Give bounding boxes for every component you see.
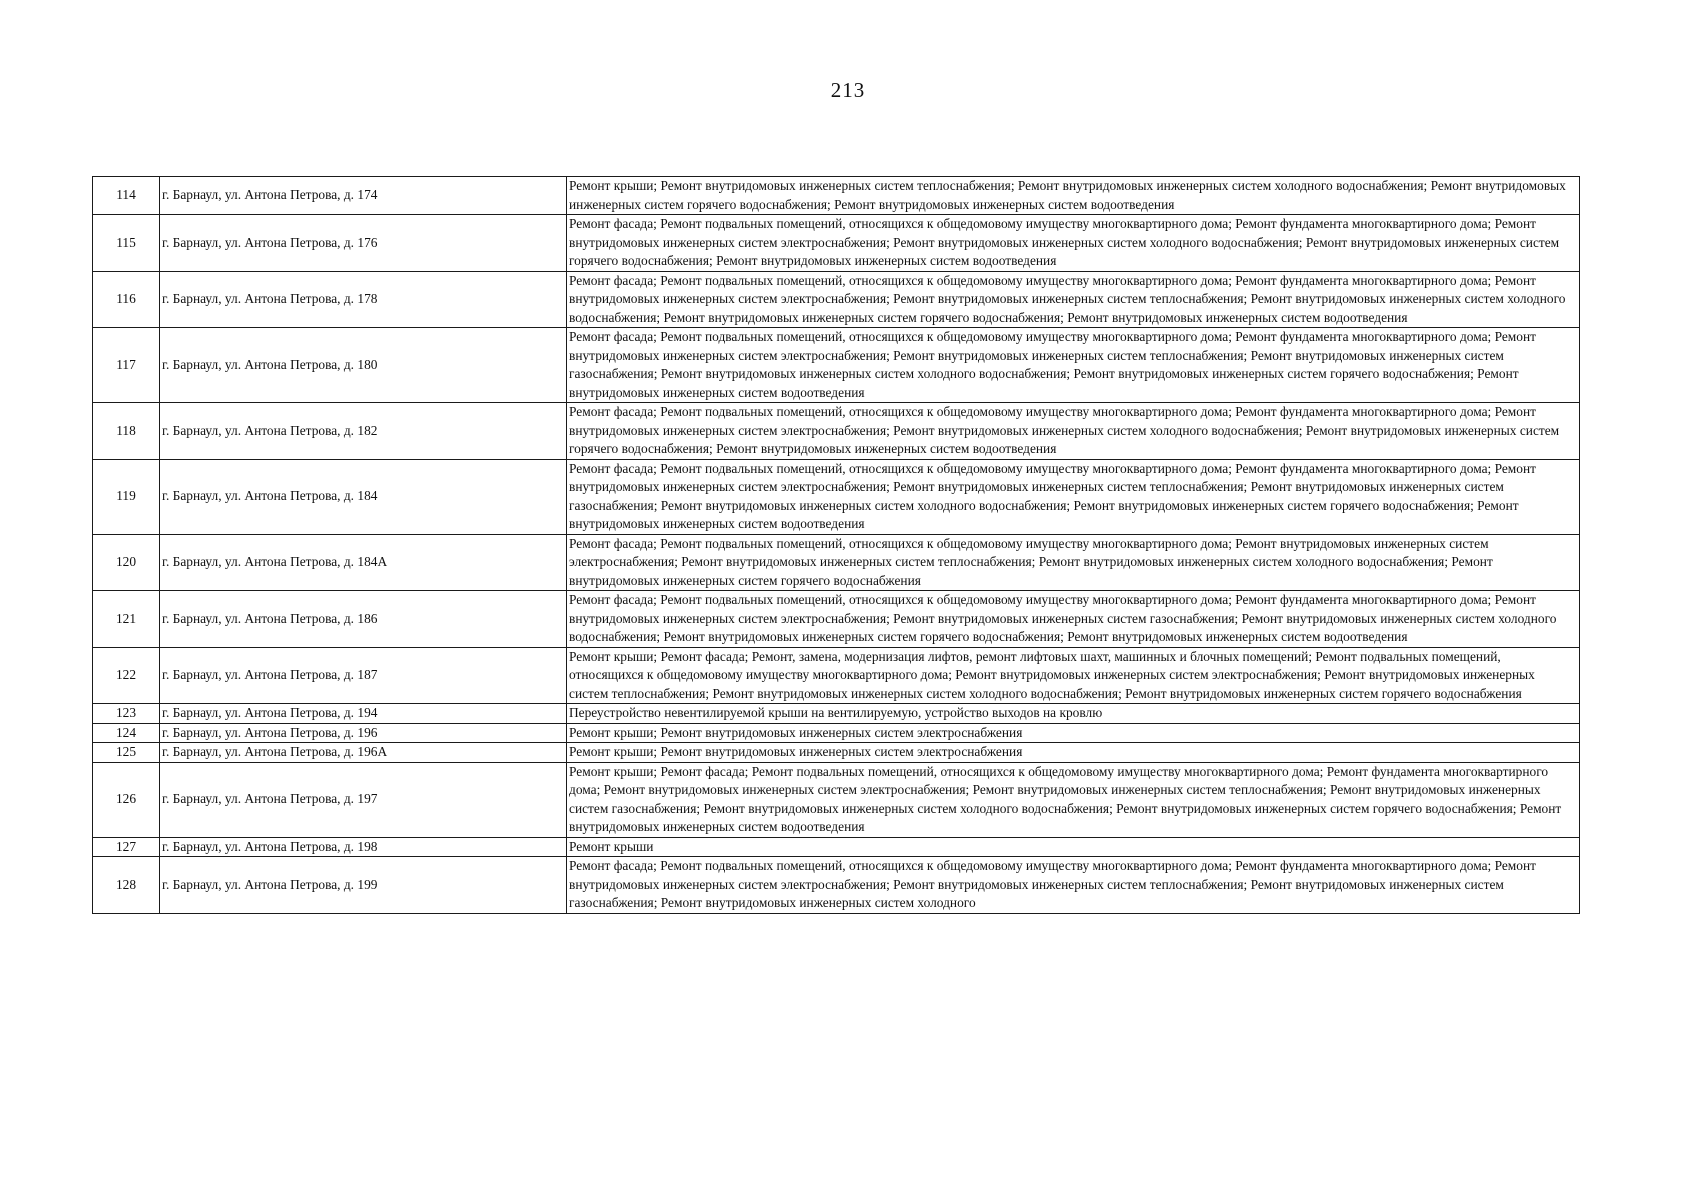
address-cell: г. Барнаул, ул. Антона Петрова, д. 186 — [160, 591, 567, 648]
works-cell: Ремонт фасада; Ремонт подвальных помещений, относящихся к общедомовому имуществу многоквартирного дома; Ремонт фундамента многоквартирного дома; Ремонт внутридомовых инженерных систем электроснабжения; Ремонт внутридомовых инженерных систем теплоснабжения; Ремонт внутридомовых инженерных систем газоснабжения; Ремонт внутридомовых инженерных систем холодного водоснабжения; Ремонт внутридомовых инженерных систем горячего водоснабжения; Ремонт внутридомовых инженерных систем водоотведения — [567, 459, 1580, 534]
table-row — [93, 459, 1580, 534]
row-number: 121 — [93, 591, 160, 648]
repair-works-table — [92, 176, 1580, 914]
table-row — [93, 328, 1580, 403]
row-number: 114 — [93, 177, 160, 215]
works-cell: Ремонт фасада; Ремонт подвальных помещений, относящихся к общедомовому имуществу многоквартирного дома; Ремонт внутридомовых инженерных систем электроснабжения; Ремонт внутридомовых инженерных систем теплоснабжения; Ремонт внутридомовых инженерных систем холодного водоснабжения; Ремонт внутридомовых инженерных систем горячего водоснабжения — [567, 534, 1580, 591]
address-cell: г. Барнаул, ул. Антона Петрова, д. 199 — [160, 857, 567, 914]
address-cell: г. Барнаул, ул. Антона Петрова, д. 196А — [160, 743, 567, 763]
works-cell: Ремонт крыши; Ремонт внутридомовых инженерных систем электроснабжения — [567, 723, 1580, 743]
row-number: 118 — [93, 403, 160, 460]
table-row — [93, 534, 1580, 591]
works-cell: Ремонт крыши; Ремонт фасада; Ремонт подвальных помещений, относящихся к общедомовому имуществу многоквартирного дома; Ремонт фундамента многоквартирного дома; Ремонт внутридомовых инженерных систем электроснабжения; Ремонт внутридомовых инженерных систем теплоснабжения; Ремонт внутридомовых инженерных систем газоснабжения; Ремонт внутридомовых инженерных систем холодного водоснабжения; Ремонт внутридомовых инженерных систем горячего водоснабжения; Ремонт внутридомовых инженерных систем водоотведения — [567, 762, 1580, 837]
table-row — [93, 837, 1580, 857]
works-cell: Ремонт крыши; Ремонт внутридомовых инженерных систем теплоснабжения; Ремонт внутридомовых инженерных систем холодного водоснабжения; Ремонт внутридомовых инженерных систем горячего водоснабжения; Ремонт внутридомовых инженерных систем водоотведения — [567, 177, 1580, 215]
address-cell: г. Барнаул, ул. Антона Петрова, д. 198 — [160, 837, 567, 857]
table-row — [93, 215, 1580, 272]
table-row — [93, 647, 1580, 704]
table-row — [93, 762, 1580, 837]
address-cell: г. Барнаул, ул. Антона Петрова, д. 174 — [160, 177, 567, 215]
address-cell: г. Барнаул, ул. Антона Петрова, д. 194 — [160, 704, 567, 724]
address-cell: г. Барнаул, ул. Антона Петрова, д. 196 — [160, 723, 567, 743]
table-row — [93, 723, 1580, 743]
row-number: 127 — [93, 837, 160, 857]
row-number: 115 — [93, 215, 160, 272]
table-row — [93, 403, 1580, 460]
table-row — [93, 857, 1580, 914]
row-number: 117 — [93, 328, 160, 403]
works-cell: Ремонт крыши; Ремонт фасада; Ремонт, замена, модернизация лифтов, ремонт лифтовых шахт, машинных и блочных помещений; Ремонт подвальных помещений, относящихся к общедомовому имуществу многоквартирного дома; Ремонт внутридомовых инженерных систем электроснабжения; Ремонт внутридомовых инженерных систем теплоснабжения; Ремонт внутридомовых инженерных систем холодного водоснабжения; Ремонт внутридомовых инженерных систем горячего водоснабжения — [567, 647, 1580, 704]
table-row — [93, 271, 1580, 328]
works-cell: Ремонт фасада; Ремонт подвальных помещений, относящихся к общедомовому имуществу многоквартирного дома; Ремонт фундамента многоквартирного дома; Ремонт внутридомовых инженерных систем электроснабжения; Ремонт внутридомовых инженерных систем газоснабжения; Ремонт внутридомовых инженерных систем холодного водоснабжения; Ремонт внутридомовых инженерных систем горячего водоснабжения; Ремонт внутридомовых инженерных систем водоотведения — [567, 591, 1580, 648]
works-cell: Ремонт фасада; Ремонт подвальных помещений, относящихся к общедомовому имуществу многоквартирного дома; Ремонт фундамента многоквартирного дома; Ремонт внутридомовых инженерных систем электроснабжения; Ремонт внутридомовых инженерных систем холодного водоснабжения; Ремонт внутридомовых инженерных систем горячего водоснабжения; Ремонт внутридомовых инженерных систем водоотведения — [567, 215, 1580, 272]
row-number: 116 — [93, 271, 160, 328]
address-cell: г. Барнаул, ул. Антона Петрова, д. 180 — [160, 328, 567, 403]
works-cell: Ремонт фасада; Ремонт подвальных помещений, относящихся к общедомовому имуществу многоквартирного дома; Ремонт фундамента многоквартирного дома; Ремонт внутридомовых инженерных систем электроснабжения; Ремонт внутридомовых инженерных систем теплоснабжения; Ремонт внутридомовых инженерных систем газоснабжения; Ремонт внутридомовых инженерных систем холодного водоснабжения; Ремонт внутридомовых инженерных систем горячего водоснабжения; Ремонт внутридомовых инженерных систем водоотведения — [567, 328, 1580, 403]
table-row — [93, 591, 1580, 648]
address-cell: г. Барнаул, ул. Антона Петрова, д. 182 — [160, 403, 567, 460]
table-row — [93, 177, 1580, 215]
address-cell: г. Барнаул, ул. Антона Петрова, д. 197 — [160, 762, 567, 837]
row-number: 119 — [93, 459, 160, 534]
works-cell: Ремонт крыши — [567, 837, 1580, 857]
works-cell: Ремонт фасада; Ремонт подвальных помещений, относящихся к общедомовому имуществу многоквартирного дома; Ремонт фундамента многоквартирного дома; Ремонт внутридомовых инженерных систем электроснабжения; Ремонт внутридомовых инженерных систем холодного водоснабжения; Ремонт внутридомовых инженерных систем горячего водоснабжения; Ремонт внутридомовых инженерных систем водоотведения — [567, 403, 1580, 460]
row-number: 125 — [93, 743, 160, 763]
row-number: 120 — [93, 534, 160, 591]
address-cell: г. Барнаул, ул. Антона Петрова, д. 187 — [160, 647, 567, 704]
works-cell: Ремонт крыши; Ремонт внутридомовых инженерных систем электроснабжения — [567, 743, 1580, 763]
row-number: 126 — [93, 762, 160, 837]
table-body — [93, 177, 1580, 914]
table-row — [93, 743, 1580, 763]
works-cell: Переустройство невентилируемой крыши на вентилируемую, устройство выходов на кровлю — [567, 704, 1580, 724]
works-cell: Ремонт фасада; Ремонт подвальных помещений, относящихся к общедомовому имуществу многоквартирного дома; Ремонт фундамента многоквартирного дома; Ремонт внутридомовых инженерных систем электроснабжения; Ремонт внутридомовых инженерных систем теплоснабжения; Ремонт внутридомовых инженерных систем газоснабжения; Ремонт внутридомовых инженерных систем холодного — [567, 857, 1580, 914]
works-cell: Ремонт фасада; Ремонт подвальных помещений, относящихся к общедомовому имуществу многоквартирного дома; Ремонт фундамента многоквартирного дома; Ремонт внутридомовых инженерных систем электроснабжения; Ремонт внутридомовых инженерных систем теплоснабжения; Ремонт внутридомовых инженерных систем холодного водоснабжения; Ремонт внутридомовых инженерных систем горячего водоснабжения; Ремонт внутридомовых инженерных систем водоотведения — [567, 271, 1580, 328]
address-cell: г. Барнаул, ул. Антона Петрова, д. 184А — [160, 534, 567, 591]
row-number: 122 — [93, 647, 160, 704]
row-number: 124 — [93, 723, 160, 743]
page-number: 213 — [830, 78, 866, 102]
table-row — [93, 704, 1580, 724]
row-number: 128 — [93, 857, 160, 914]
address-cell: г. Барнаул, ул. Антона Петрова, д. 184 — [160, 459, 567, 534]
address-cell: г. Барнаул, ул. Антона Петрова, д. 176 — [160, 215, 567, 272]
row-number: 123 — [93, 704, 160, 724]
address-cell: г. Барнаул, ул. Антона Петрова, д. 178 — [160, 271, 567, 328]
